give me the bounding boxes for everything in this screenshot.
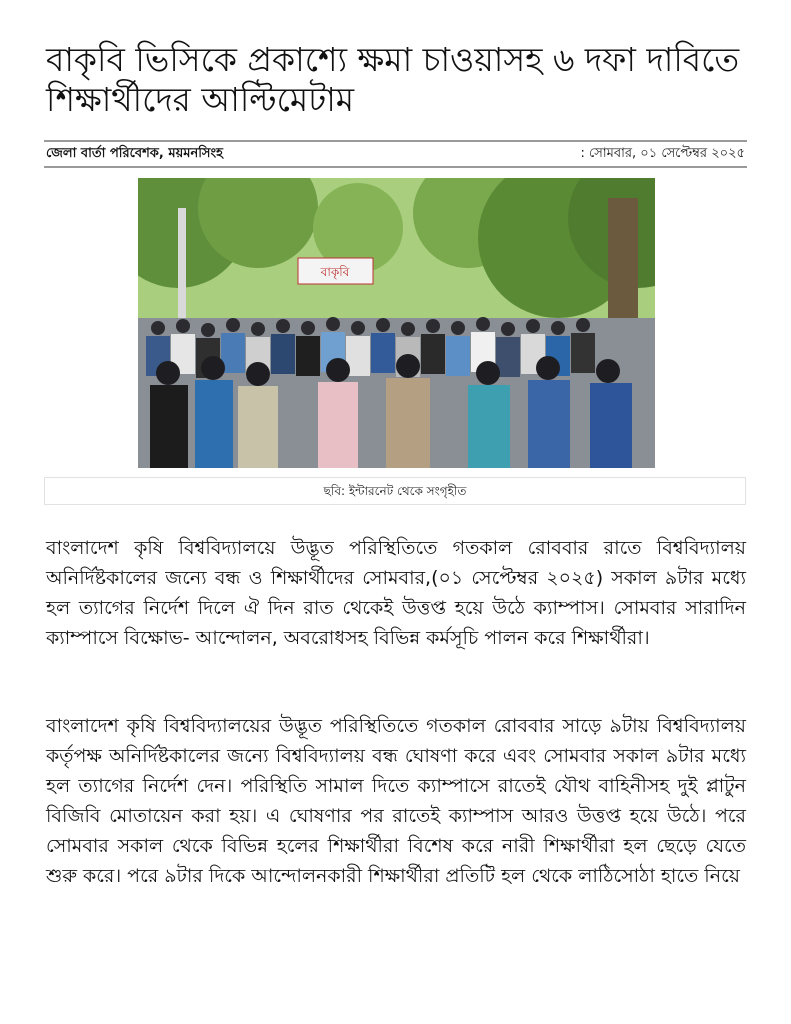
byline-bar [44, 140, 747, 168]
article-headline [46, 40, 746, 120]
article-paragraph-1: বাংলাদেশ কৃষি বিশ্ববিদ্যালয়ে উদ্ভূত পরিস্থিতিতে গতকাল রোববার রাতে বিশ্ববিদ্যালয় অনির্দিষ্টকালের জন্যে বন্ধ ও শিক্ষার্থীদের সোমবার,(০১ সেপ্টেম্বর ২০২৫) সকাল ৯টার মধ্যে হল ত্যাগের নির্দেশ দিলে ঐ দিন রাত থেকেই উত্তপ্ত হয়ে উঠে ক্যাম্পাস। সোমবার সারাদিন ক্যাম্পাসে বিক্ষোভ- আন্দোলন, অবরোধসহ বিভিন্ন কর্মসূচি পালন করে শিক্ষার্থীরা। [46, 537, 746, 649]
byline-author: জেলা বার্তা পরিবেশক, ময়মনসিংহ [46, 145, 223, 161]
news-photo-icon [138, 178, 655, 468]
photo-caption: ছবি: ইন্টারনেট থেকে সংগৃহীত [44, 477, 746, 505]
article-paragraph-2: বাংলাদেশ কৃষি বিশ্ববিদ্যালয়ের উদ্ভূত পরিস্থিতিতে গতকাল রোববার সাড়ে ৯টায় বিশ্ববিদ্যালয় কর্তৃপক্ষ অনির্দিষ্টকালের জন্যে বিশ্ববিদ্যালয় বন্ধ ঘোষণা করে এবং সোমবার সকাল ৯টার মধ্যে হল ত্যাগের নির্দেশ দেন। পরিস্থিতি সামাল দিতে ক্যাম্পাসে রাতেই যৌথ বাহিনীসহ দুই প্লাটুন বিজিবি মোতায়েন করা হয়। এ ঘোষণার পর রাতেই ক্যাম্পাস আরও উত্তপ্ত হয়ে উঠে। পরে সোমবার সকাল থেকে বিভিন্ন হলের শিক্ষার্থীরা বিশেষ করে নারী শিক্ষার্থীরা হল ছেড়ে যেতে শুরু করে। পরে ৯টার দিকে আন্দোলনকারী শিক্ষার্থীরা প্রতিটি হল থেকে লাঠিসোঠা হাতে নিয়ে [46, 715, 746, 887]
headline-line-1: বাকৃবি ভিসিকে প্রকাশ্যে ক্ষমা চাওয়াসহ ৬ দফা দাবিতে [46, 40, 740, 79]
article-photo [138, 178, 655, 468]
publish-date: : সোমবার, ০১ সেপ্টেম্বর ২০২৫ [580, 145, 745, 161]
headline-line-2: শিক্ষার্থীদের আল্টিমেটাম [46, 80, 355, 119]
photo-banner-text: বাকৃবি [320, 265, 350, 279]
